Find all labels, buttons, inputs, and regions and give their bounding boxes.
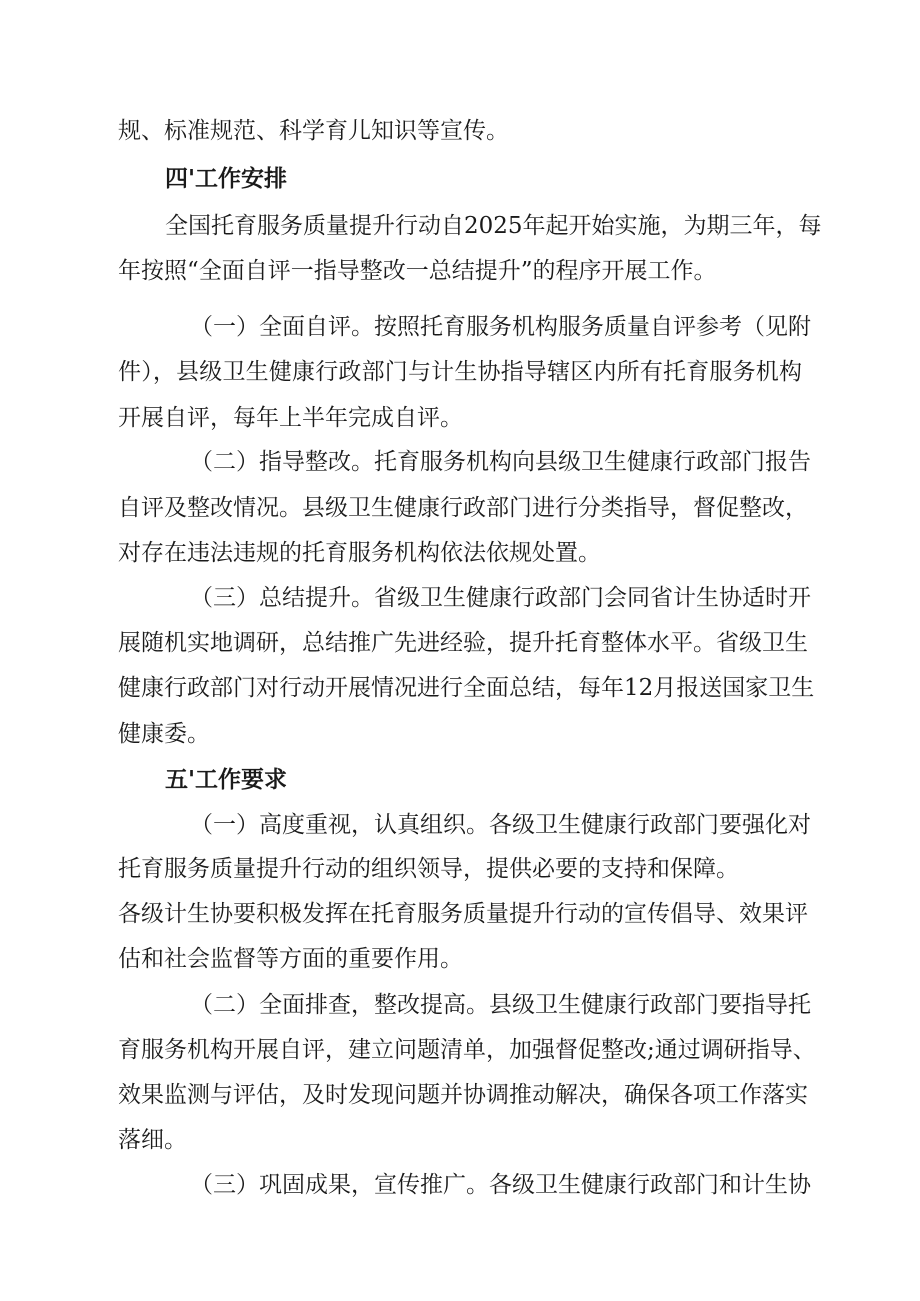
text-line: 件），县级卫生健康行政部门与计生协指导辖区内所有托育服务机构 xyxy=(118,359,802,385)
text-line: （一）高度重视，认真组织。各级卫生健康行政部门要强化对 xyxy=(190,812,811,838)
text-line: 健康行政部门对行动开展情况进行全面总结，每年12月报送国家卫生 xyxy=(118,675,815,701)
text-line: 开展自评，每年上半年完成自评。 xyxy=(118,405,463,431)
text-line: 年按照“全面自评一指导整改一总结提升”的程序开展工作。 xyxy=(118,258,717,284)
text-line: 各级计生协要积极发挥在托育服务质量提升行动的宣传倡导、效果评 xyxy=(118,901,808,927)
text-line: 估和社会监督等方面的重要作用。 xyxy=(118,946,463,972)
text-line: 健康委。 xyxy=(118,721,210,747)
text-line: 全国托育服务质量提升行动自2025年起开始实施，为期三年，每 xyxy=(165,213,822,239)
text-line: 效果监测与评估，及时发现问题并协调推动解决，确保各项工作落实 xyxy=(118,1082,808,1108)
text-line: 落细。 xyxy=(118,1127,187,1153)
text-line: （一）全面自评。按照托育服务机构服务质量自评参考（见附 xyxy=(190,314,811,340)
text-line: 规、标准规范、科学育儿知识等宣传。 xyxy=(118,118,509,144)
text-line: （二）全面排查，整改提高。县级卫生健康行政部门要指导托 xyxy=(190,992,811,1018)
text-line: 托育服务质量提升行动的组织领导，提供必要的支持和保障。 xyxy=(118,856,739,882)
text-line: （三）总结提升。省级卫生健康行政部门会同省计生协适时开 xyxy=(190,585,811,611)
text-line: （三）巩固成果，宣传推广。各级卫生健康行政部门和计生协 xyxy=(190,1172,811,1198)
text-line: 自评及整改情况。县级卫生健康行政部门进行分类指导，督促整改， xyxy=(118,495,808,521)
text-line: 育服务机构开展自评，建立问题清单，加强督促整改;通过调研指导、 xyxy=(118,1037,816,1063)
text-line: 对存在违法违规的托育服务机构依法依规处置。 xyxy=(118,540,601,566)
text-line: 展随机实地调研，总结推广先进经验，提升托育整体水平。省级卫生 xyxy=(118,630,808,656)
section-heading: 五'工作要求 xyxy=(165,767,288,793)
section-heading: 四'工作安排 xyxy=(165,166,288,192)
text-line: （二）指导整改。托育服务机构向县级卫生健康行政部门报告 xyxy=(190,449,811,475)
